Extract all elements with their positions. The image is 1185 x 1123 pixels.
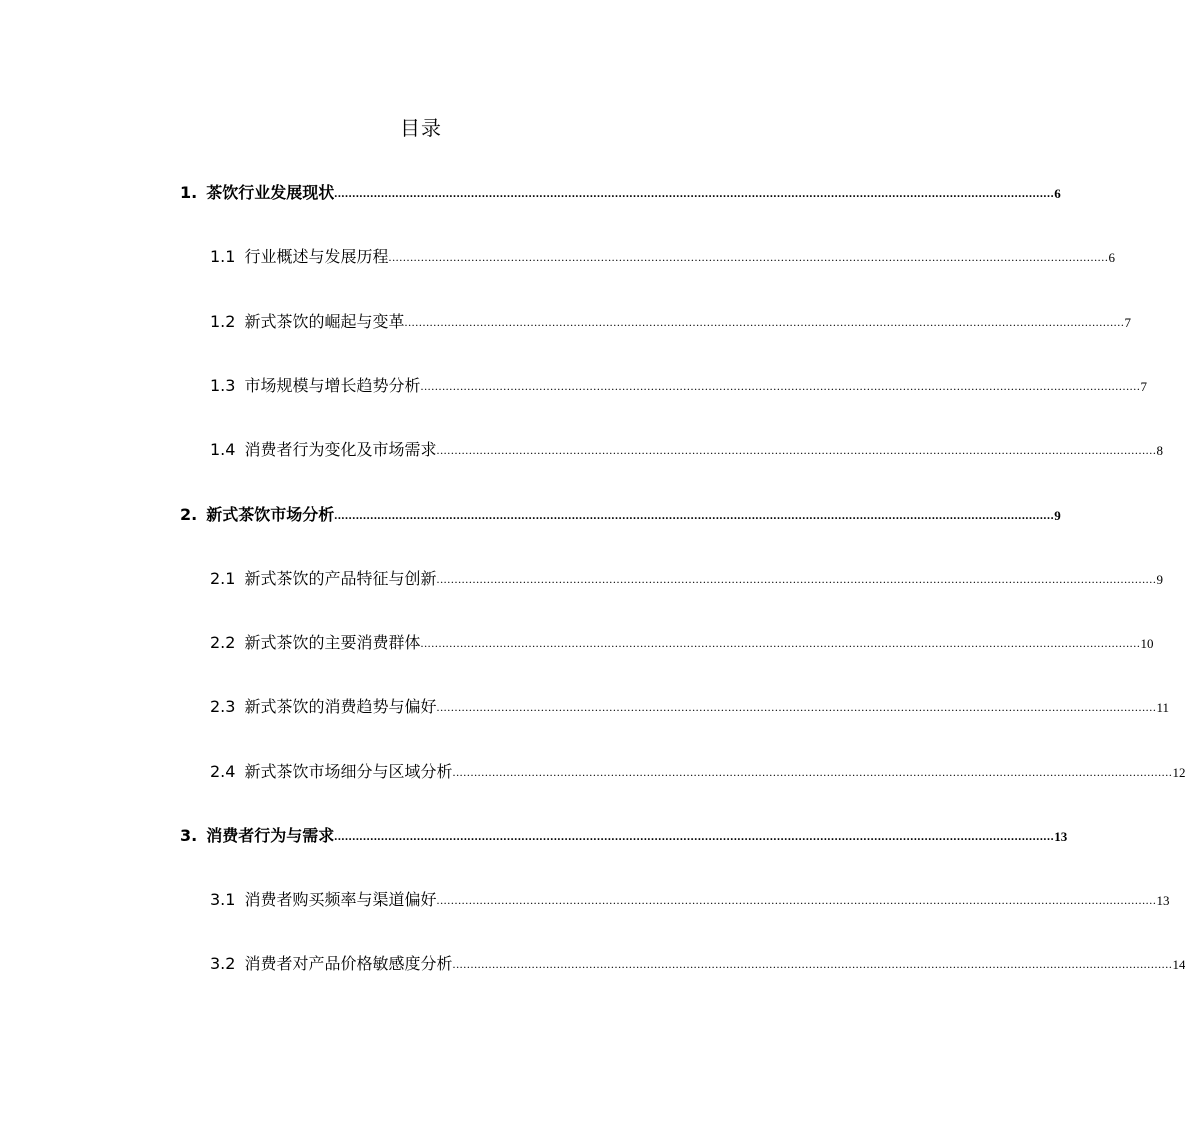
toc-page-number: 10	[1140, 636, 1154, 651]
toc-entry-2[interactable]	[180, 504, 1061, 526]
toc-entry-label	[210, 953, 452, 975]
toc-entry-number: 3.	[180, 826, 198, 845]
toc-title: 目录	[400, 116, 442, 140]
toc-dot-leader: ........................................................................................................................................................................................................	[452, 765, 1173, 779]
toc-entry-text: 消费者行为变化及市场需求	[244, 440, 437, 459]
toc-entry-number: 2.4	[210, 762, 236, 781]
toc-page-number: 11	[1156, 700, 1169, 715]
toc-dot-leader: ........................................................................................................................................................................................................	[436, 700, 1157, 714]
toc-page-number: 7	[1140, 379, 1147, 394]
toc-entry-text: 新式茶饮的产品特征与创新	[244, 569, 437, 588]
toc-entry-number: 3.1	[210, 890, 236, 909]
toc-entry-text: 茶饮行业发展现状	[206, 183, 335, 202]
toc-entry-label	[210, 311, 404, 333]
toc-entry-number: 2.2	[210, 633, 236, 652]
toc-page-number: 9	[1156, 572, 1163, 587]
toc-entry-text: 消费者对产品价格敏感度分析	[244, 954, 453, 973]
toc-entry-number: 2.1	[210, 569, 236, 588]
toc-entry-label	[210, 889, 436, 911]
toc-entry-label	[180, 825, 334, 847]
toc-entry-label	[210, 761, 452, 783]
toc-page-number: 14	[1172, 957, 1185, 972]
toc-entry-number: 3.2	[210, 954, 236, 973]
toc-entry-number: 2.	[180, 505, 198, 524]
toc-page-number: 12	[1172, 765, 1185, 780]
toc-page-number: 6	[1054, 186, 1061, 201]
toc-page-number: 7	[1124, 315, 1131, 330]
toc-entry-text: 行业概述与发展历程	[244, 247, 389, 266]
toc-entry-2-4[interactable]	[210, 761, 1185, 783]
toc-entry-label	[210, 568, 436, 590]
toc-entry-text: 新式茶饮的主要消费群体	[244, 633, 421, 652]
toc-entry-text: 新式茶饮的崛起与变革	[244, 312, 405, 331]
toc-entry-text: 消费者购买频率与渠道偏好	[244, 890, 437, 909]
toc-entry-3-2[interactable]	[210, 953, 1185, 975]
toc-page-number: 13	[1054, 829, 1068, 844]
toc-dot-leader: ........................................................................................................................................................................................................	[436, 893, 1157, 907]
toc-entry-text: 消费者行为与需求	[206, 826, 335, 845]
toc-dot-leader: ........................................................................................................................................................................................................	[334, 829, 1055, 843]
toc-entry-text: 新式茶饮市场分析	[206, 505, 335, 524]
toc-page-number: 6	[1108, 250, 1115, 265]
toc-entry-number: 1.	[180, 183, 198, 202]
toc-dot-leader: ........................................................................................................................................................................................................	[436, 572, 1157, 586]
toc-entry-label	[210, 246, 388, 268]
toc-dot-leader: ........................................................................................................................................................................................................	[388, 250, 1109, 264]
toc-entry-number: 1.2	[210, 312, 236, 331]
toc-entry-label	[180, 182, 334, 204]
toc-dot-leader: ........................................................................................................................................................................................................	[334, 508, 1055, 522]
toc-dot-leader: ........................................................................................................................................................................................................	[420, 379, 1141, 393]
toc-page-number: 9	[1054, 508, 1061, 523]
toc-entry-1[interactable]	[180, 182, 1061, 204]
toc-page-number: 13	[1156, 893, 1170, 908]
toc-dot-leader: ........................................................................................................................................................................................................	[334, 186, 1055, 200]
toc-entry-number: 2.3	[210, 697, 236, 716]
toc-entry-label	[210, 696, 436, 718]
toc-entry-text: 市场规模与增长趋势分析	[244, 376, 421, 395]
toc-entry-3[interactable]	[180, 825, 1068, 847]
toc-entry-2-1[interactable]	[210, 568, 1163, 590]
toc-entry-label	[180, 504, 334, 526]
toc-entry-label	[210, 632, 420, 654]
toc-entry-label	[210, 439, 436, 461]
toc-dot-leader: ........................................................................................................................................................................................................	[436, 443, 1157, 457]
toc-entry-1-3[interactable]	[210, 375, 1147, 397]
toc-dot-leader: ........................................................................................................................................................................................................	[404, 315, 1125, 329]
toc-entry-number: 1.3	[210, 376, 236, 395]
toc-entry-text: 新式茶饮的消费趋势与偏好	[244, 697, 437, 716]
toc-entry-1-2[interactable]	[210, 311, 1131, 333]
toc-entry-text: 新式茶饮市场细分与区域分析	[244, 762, 453, 781]
toc-entry-number: 1.4	[210, 440, 236, 459]
toc-entry-1-4[interactable]	[210, 439, 1163, 461]
toc-dot-leader: ........................................................................................................................................................................................................	[452, 957, 1173, 971]
toc-entry-3-1[interactable]	[210, 889, 1170, 911]
toc-entry-2-2[interactable]	[210, 632, 1154, 654]
toc-entry-1-1[interactable]	[210, 246, 1115, 268]
toc-dot-leader: ........................................................................................................................................................................................................	[420, 636, 1141, 650]
toc-entry-number: 1.1	[210, 247, 236, 266]
toc-page-number: 8	[1156, 443, 1163, 458]
toc-entry-2-3[interactable]	[210, 696, 1169, 718]
toc-entry-label	[210, 375, 420, 397]
